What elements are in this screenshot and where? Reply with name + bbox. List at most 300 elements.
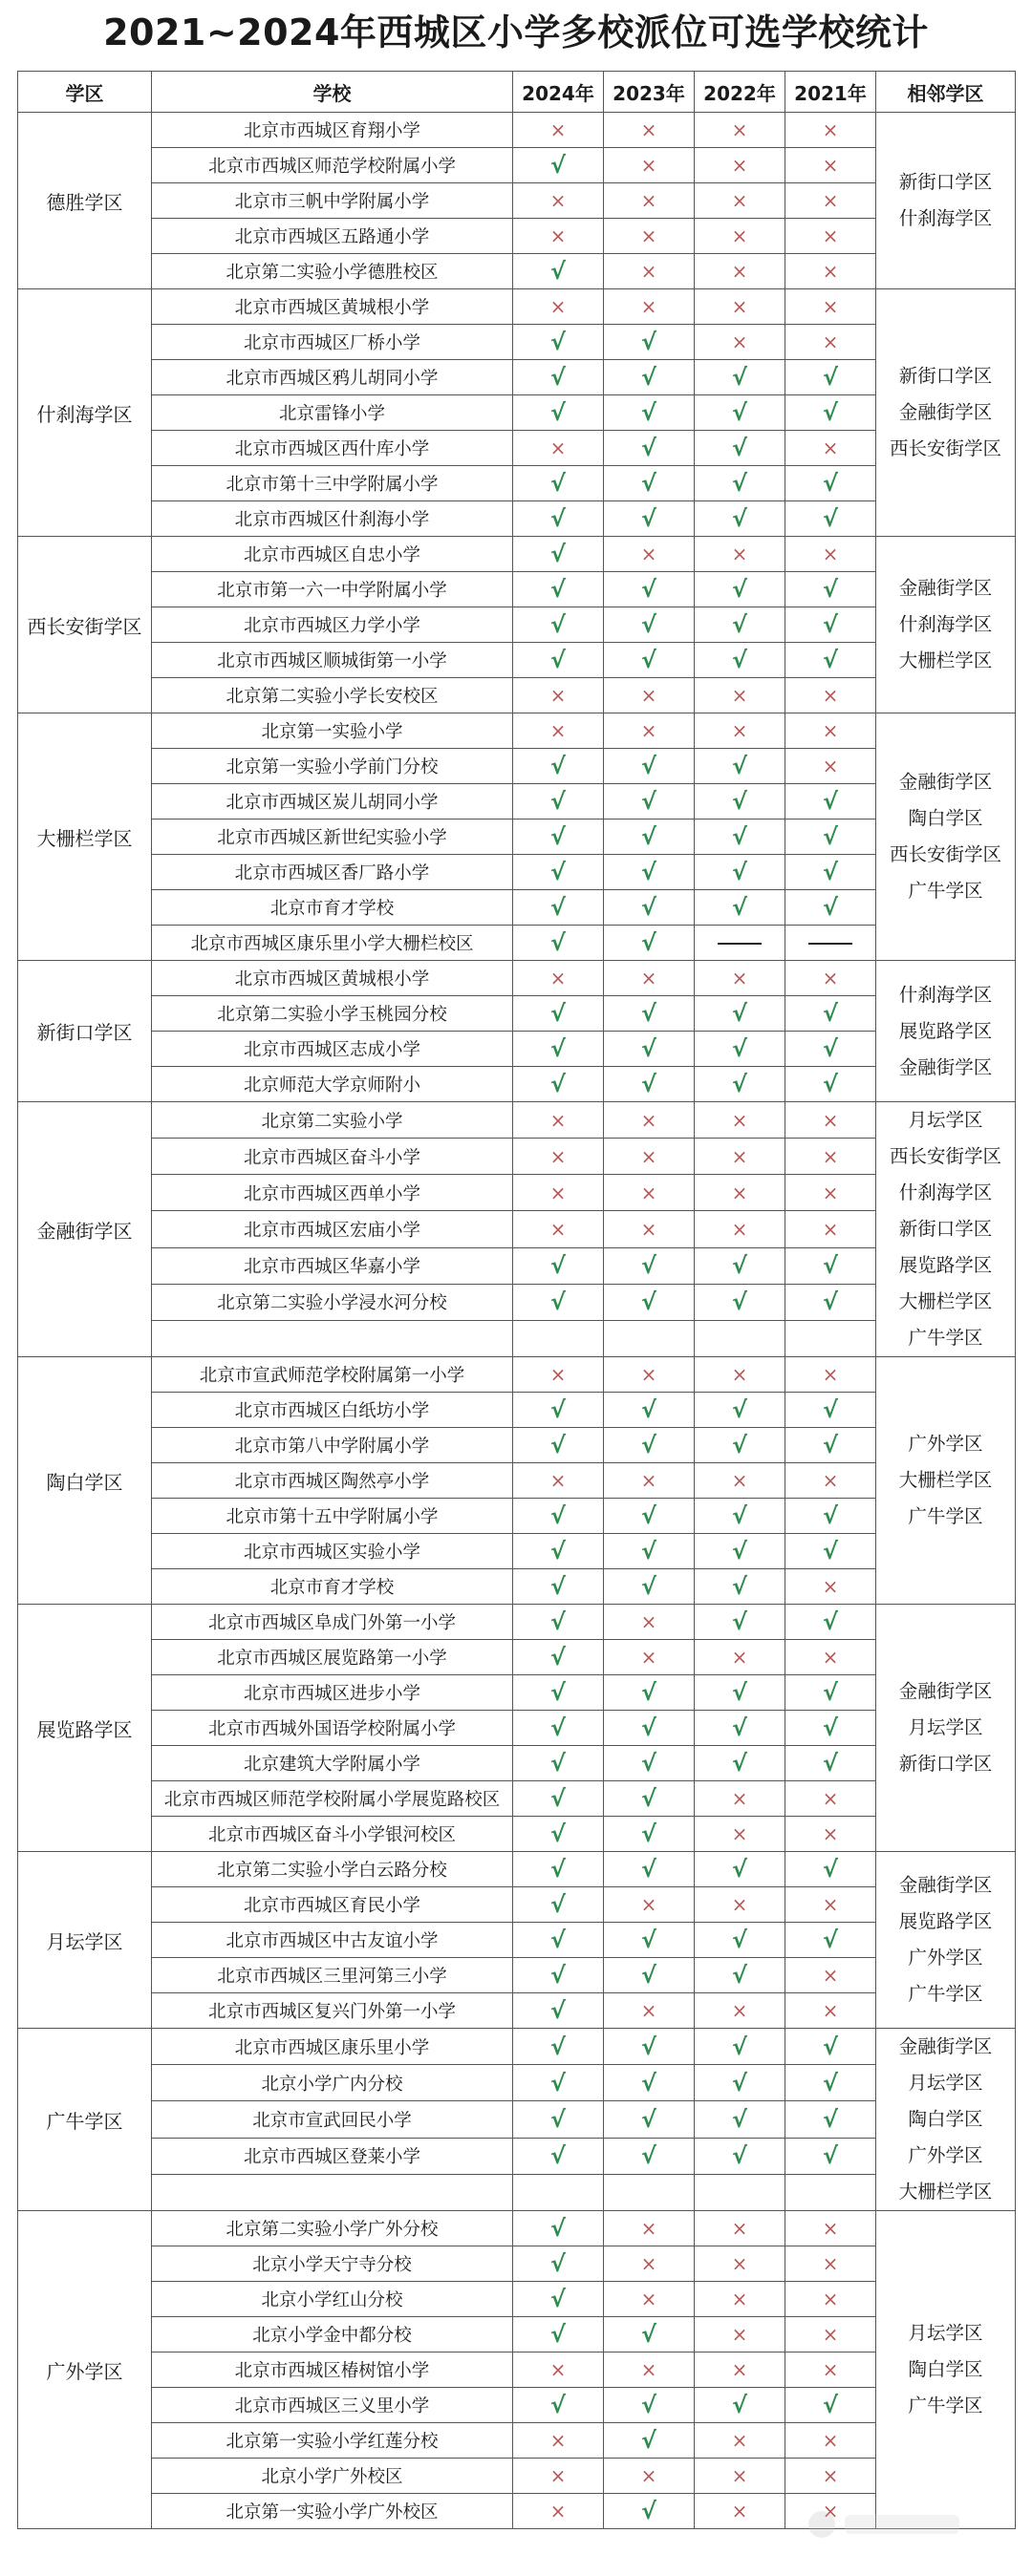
cross-icon: × [822, 330, 839, 353]
year-mark-cell [695, 466, 785, 501]
table-row [18, 1711, 1016, 1746]
school-name: 北京市西城区黄城根小学 [152, 961, 513, 996]
check-icon: √ [640, 329, 656, 355]
year-mark-cell [604, 183, 695, 219]
cross-icon: × [822, 2217, 839, 2240]
school-name: 北京市西城区炭儿胡同小学 [152, 784, 513, 820]
year-mark-cell [695, 1675, 785, 1711]
school-name: 北京市西城区华嘉小学 [152, 1247, 513, 1284]
year-mark-cell [695, 2423, 785, 2459]
year-mark-cell [604, 1852, 695, 1887]
year-mark-cell [695, 1887, 785, 1923]
table-row [18, 572, 1016, 607]
check-icon: √ [640, 1573, 656, 1600]
check-icon: √ [640, 1502, 656, 1529]
year-mark-cell [785, 325, 876, 360]
cross-icon: × [640, 189, 657, 212]
year-mark-cell [695, 1499, 785, 1534]
neighbor-districts-cell [876, 113, 1016, 289]
check-icon: √ [822, 1432, 838, 1458]
check-icon: √ [549, 2142, 566, 2170]
district-name: 什刹海学区 [18, 289, 152, 537]
check-icon: √ [731, 1035, 747, 1062]
school-name: 北京市西城区志成小学 [152, 1032, 513, 1067]
check-icon: √ [731, 1538, 747, 1565]
check-icon: √ [640, 2498, 656, 2524]
year-mark-cell [785, 431, 876, 466]
table-row [18, 1067, 1016, 1102]
school-name: 北京市西城区展览路第一小学 [152, 1640, 513, 1675]
year-mark-cell [513, 325, 604, 360]
school-name: 北京市西城区陶然亭小学 [152, 1463, 513, 1499]
year-mark-cell [695, 254, 785, 289]
year-mark-cell [513, 961, 604, 996]
check-icon: √ [549, 152, 566, 179]
neighbor-district: 陶白学区 [908, 807, 983, 829]
check-icon: √ [549, 823, 566, 850]
table-row [18, 148, 1016, 183]
cross-icon: × [640, 154, 657, 177]
year-mark-cell [513, 1605, 604, 1640]
cross-icon: × [822, 1575, 839, 1598]
check-icon: √ [731, 1502, 747, 1529]
year-mark-cell [513, 572, 604, 607]
year-mark-cell [695, 572, 785, 607]
year-mark-cell [695, 289, 785, 325]
check-icon: √ [640, 2321, 656, 2348]
cross-icon: × [731, 719, 748, 742]
check-icon: √ [822, 505, 838, 532]
year-mark-cell [513, 1067, 604, 1102]
table-row [18, 1357, 1016, 1393]
cross-icon: × [640, 1646, 657, 1669]
year-mark-cell [513, 537, 604, 572]
cross-icon: × [731, 1999, 748, 2022]
neighbor-district: 新街口学区 [898, 171, 993, 193]
year-mark-cell [695, 360, 785, 395]
neighbor-district: 金融街学区 [898, 771, 993, 793]
year-mark-cell [785, 855, 876, 890]
check-icon: √ [731, 2069, 747, 2097]
school-name: 北京市第十五中学附属小学 [152, 1499, 513, 1534]
cross-icon: × [731, 1646, 748, 1669]
cross-icon: × [640, 2288, 657, 2310]
cross-icon: × [822, 260, 839, 283]
school-name: 北京小学金中都分校 [152, 2317, 513, 2352]
check-icon: √ [549, 1785, 566, 1812]
school-name: 北京市西城区中古友谊小学 [152, 1923, 513, 1958]
check-icon: √ [549, 1750, 566, 1777]
check-icon: √ [549, 1679, 566, 1706]
year-mark-cell [785, 1923, 876, 1958]
year-mark-cell [695, 784, 785, 820]
year-mark-cell [785, 678, 876, 713]
neighbor-district: 新街口学区 [898, 365, 993, 387]
check-icon: √ [640, 1071, 656, 1097]
neighbor-district: 什刹海学区 [898, 207, 993, 229]
cross-icon: × [822, 1964, 839, 1987]
year-mark-cell [695, 2211, 785, 2246]
year-mark-cell [695, 1102, 785, 1139]
year-mark-cell [513, 1993, 604, 2029]
year-mark-cell [604, 219, 695, 254]
neighbor-district: 陶白学区 [908, 2358, 983, 2380]
year-mark-cell [695, 1923, 785, 1958]
year-mark-cell [604, 1428, 695, 1463]
year-mark-cell [695, 431, 785, 466]
cross-icon: × [549, 1108, 567, 1132]
check-icon: √ [731, 2142, 747, 2170]
table-row [18, 1393, 1016, 1428]
table-row [18, 2317, 1016, 2352]
year-mark-cell [785, 607, 876, 643]
year-mark-cell [513, 1247, 604, 1284]
cross-icon: × [640, 295, 657, 318]
school-name: 北京市西城区阜成门外第一小学 [152, 1605, 513, 1640]
check-icon: √ [640, 2142, 656, 2170]
year-mark-cell [695, 926, 785, 961]
neighbor-district: 新街口学区 [898, 1753, 993, 1775]
neighbor-list [876, 164, 1015, 237]
year-mark-cell [513, 360, 604, 395]
check-icon: √ [640, 399, 656, 426]
check-icon: √ [549, 505, 566, 532]
year-mark-cell [785, 1032, 876, 1067]
table-row [18, 1958, 1016, 1993]
year-mark-cell [785, 1675, 876, 1711]
cross-icon: × [731, 260, 748, 283]
year-mark-cell [695, 1032, 785, 1067]
school-name: 北京第二实验小学浸水河分校 [152, 1284, 513, 1320]
check-icon: √ [640, 1252, 656, 1280]
year-mark-cell [604, 749, 695, 784]
neighbor-list [876, 358, 1015, 467]
year-mark-cell [513, 1852, 604, 1887]
check-icon: √ [640, 364, 656, 391]
year-mark-cell [513, 926, 604, 961]
neighbor-district: 什刹海学区 [898, 613, 993, 635]
table-row [18, 2174, 1016, 2210]
neighbor-district: 月坛学区 [908, 2322, 983, 2344]
check-icon: √ [640, 859, 656, 885]
cross-icon: × [549, 118, 567, 141]
cross-icon: × [822, 295, 839, 318]
year-mark-cell [785, 1781, 876, 1817]
neighbor-district: 广牛学区 [908, 1505, 983, 1527]
check-icon: √ [640, 1820, 656, 1847]
year-mark-cell [604, 1247, 695, 1284]
cross-icon: × [822, 1787, 839, 1810]
school-name: 北京第一实验小学广外校区 [152, 2494, 513, 2529]
year-mark-cell [695, 1781, 785, 1817]
year-mark-cell [695, 1746, 785, 1781]
year-mark-cell [785, 1640, 876, 1675]
year-mark-cell [695, 1958, 785, 1993]
check-icon: √ [549, 1288, 566, 1316]
table-row [18, 466, 1016, 501]
year-mark-cell [513, 1428, 604, 1463]
check-icon: √ [640, 576, 656, 603]
table-row [18, 1675, 1016, 1711]
neighbor-districts-cell [876, 1357, 1016, 1605]
table-row [18, 1887, 1016, 1923]
neighbor-district: 金融街学区 [898, 1874, 993, 1896]
year-mark-cell [604, 1284, 695, 1320]
check-icon: √ [549, 1608, 566, 1635]
table-row [18, 1746, 1016, 1781]
check-icon: √ [822, 823, 838, 850]
header-school: 学校 [152, 72, 513, 113]
watermark-logo [803, 2496, 975, 2553]
dash-icon [718, 943, 762, 945]
table-row [18, 784, 1016, 820]
check-icon: √ [731, 1962, 747, 1989]
year-mark-cell [785, 1534, 876, 1569]
year-mark-cell [785, 1958, 876, 1993]
table-row [18, 1923, 1016, 1958]
year-mark-cell [695, 1175, 785, 1211]
school-name: 北京市西城区新世纪实验小学 [152, 820, 513, 855]
year-mark-cell [604, 1067, 695, 1102]
check-icon: √ [549, 1962, 566, 1989]
year-mark-cell [785, 643, 876, 678]
check-icon: √ [731, 1071, 747, 1097]
table-row [18, 749, 1016, 784]
district-name: 新街口学区 [18, 961, 152, 1102]
year-mark-cell [604, 643, 695, 678]
cross-icon: × [731, 1787, 748, 1810]
year-mark-cell [513, 2174, 604, 2210]
year-mark-cell [785, 1852, 876, 1887]
neighbor-district: 广外学区 [908, 1947, 983, 1969]
year-mark-cell [604, 961, 695, 996]
check-icon: √ [731, 1573, 747, 1600]
table-row [18, 2246, 1016, 2282]
check-icon: √ [549, 1891, 566, 1918]
school-name: 北京市第十三中学附属小学 [152, 466, 513, 501]
check-icon: √ [731, 435, 747, 461]
cross-icon: × [822, 543, 839, 565]
year-mark-cell [695, 2317, 785, 2352]
neighbor-list [876, 2029, 1015, 2210]
table-row [18, 961, 1016, 996]
table-row [18, 1817, 1016, 1852]
cross-icon: × [822, 1646, 839, 1669]
check-icon: √ [731, 2105, 747, 2133]
year-mark-cell [604, 1534, 695, 1569]
header-neighbors: 相邻学区 [876, 72, 1016, 113]
year-mark-cell [513, 2494, 604, 2529]
check-icon: √ [731, 1000, 747, 1027]
cross-icon: × [822, 118, 839, 141]
year-mark-cell [604, 607, 695, 643]
check-icon: √ [731, 1432, 747, 1458]
cross-icon: × [731, 2252, 748, 2275]
year-mark-cell [695, 749, 785, 784]
year-mark-cell [604, 1958, 695, 1993]
cross-icon: × [731, 118, 748, 141]
table-row [18, 1569, 1016, 1605]
year-mark-cell [785, 1067, 876, 1102]
year-mark-cell [513, 148, 604, 183]
school-name: 北京市西城区自忠小学 [152, 537, 513, 572]
check-icon: √ [549, 1573, 566, 1600]
neighbor-list [876, 1102, 1015, 1356]
neighbor-districts-cell [876, 1102, 1016, 1357]
year-mark-cell [604, 1569, 695, 1605]
year-mark-cell [513, 2101, 604, 2138]
check-icon: √ [822, 1288, 838, 1316]
table-row [18, 113, 1016, 148]
check-icon: √ [822, 1608, 838, 1635]
check-icon: √ [731, 576, 747, 603]
cross-icon: × [640, 967, 657, 990]
neighbor-district: 大栅栏学区 [898, 1290, 993, 1312]
check-icon: √ [822, 2069, 838, 2097]
check-icon: √ [549, 1035, 566, 1062]
school-name [152, 2174, 513, 2210]
cross-icon: × [822, 1144, 839, 1168]
school-name: 北京市西城区奋斗小学 [152, 1139, 513, 1175]
school-name: 北京市西城区师范学校附属小学 [152, 148, 513, 183]
cross-icon: × [731, 224, 748, 247]
check-icon: √ [640, 2033, 656, 2060]
year-mark-cell [785, 2246, 876, 2282]
check-icon: √ [549, 2033, 566, 2060]
neighbor-district: 西长安街学区 [889, 437, 1001, 459]
year-mark-cell [513, 643, 604, 678]
check-icon: √ [549, 1071, 566, 1097]
year-mark-cell [604, 1640, 695, 1675]
year-mark-cell [513, 183, 604, 219]
year-mark-cell [695, 2459, 785, 2494]
table-row [18, 678, 1016, 713]
year-mark-cell [695, 2065, 785, 2101]
school-name: 北京市西城区力学小学 [152, 607, 513, 643]
year-mark-cell [513, 855, 604, 890]
cross-icon: × [822, 2464, 839, 2487]
school-name: 北京第一实验小学前门分校 [152, 749, 513, 784]
year-mark-cell [785, 289, 876, 325]
check-icon: √ [731, 364, 747, 391]
check-icon: √ [640, 1785, 656, 1812]
year-mark-cell [513, 431, 604, 466]
school-name: 北京市西城区康乐里小学大栅栏校区 [152, 926, 513, 961]
check-icon: √ [640, 1679, 656, 1706]
year-mark-cell [604, 395, 695, 431]
table-row [18, 1605, 1016, 1640]
cross-icon: × [822, 436, 839, 459]
cross-icon: × [822, 154, 839, 177]
check-icon: √ [731, 859, 747, 885]
year-mark-cell [604, 2494, 695, 2529]
cross-icon: × [640, 1144, 657, 1168]
year-mark-cell [604, 1139, 695, 1175]
check-icon: √ [640, 753, 656, 779]
school-name: 北京市育才学校 [152, 1569, 513, 1605]
year-mark-cell [785, 2388, 876, 2423]
year-mark-cell [695, 2282, 785, 2317]
year-mark-cell [604, 820, 695, 855]
year-mark-cell [604, 254, 695, 289]
school-name: 北京市西城区黄城根小学 [152, 289, 513, 325]
check-icon: √ [731, 1396, 747, 1423]
table-row [18, 219, 1016, 254]
check-icon: √ [731, 2392, 747, 2418]
table-row [18, 360, 1016, 395]
year-mark-cell [785, 1102, 876, 1139]
check-icon: √ [822, 470, 838, 497]
year-mark-cell [604, 289, 695, 325]
year-mark-cell [513, 2211, 604, 2246]
year-mark-cell [695, 1067, 785, 1102]
neighbor-district: 月坛学区 [908, 2072, 983, 2094]
year-mark-cell [695, 1993, 785, 2029]
year-mark-cell [513, 1711, 604, 1746]
check-icon: √ [731, 505, 747, 532]
check-icon: √ [549, 1927, 566, 1953]
year-mark-cell [604, 2246, 695, 2282]
check-icon: √ [549, 1432, 566, 1458]
table-row [18, 1852, 1016, 1887]
year-mark-cell [785, 466, 876, 501]
check-icon: √ [822, 1071, 838, 1097]
neighbor-list [876, 764, 1015, 909]
school-name: 北京市第一六一中学附属小学 [152, 572, 513, 607]
year-mark-cell [695, 1817, 785, 1852]
year-mark-cell [785, 1284, 876, 1320]
cross-icon: × [731, 330, 748, 353]
year-mark-cell [604, 1781, 695, 1817]
check-icon: √ [549, 541, 566, 567]
table-row [18, 431, 1016, 466]
check-icon: √ [640, 435, 656, 461]
check-icon: √ [549, 364, 566, 391]
year-mark-cell [785, 1320, 876, 1356]
year-mark-cell [604, 1993, 695, 2029]
year-mark-cell [513, 1675, 604, 1711]
year-mark-cell [695, 607, 785, 643]
year-mark-cell [513, 1284, 604, 1320]
check-icon: √ [640, 1000, 656, 1027]
district-name: 德胜学区 [18, 113, 152, 289]
neighbor-district: 金融街学区 [898, 1680, 993, 1702]
year-mark-cell [604, 2459, 695, 2494]
year-mark-cell [513, 2282, 604, 2317]
year-mark-cell [604, 1357, 695, 1393]
check-icon: √ [640, 505, 656, 532]
check-icon: √ [640, 470, 656, 497]
neighbor-district: 金融街学区 [898, 577, 993, 599]
check-icon: √ [731, 1750, 747, 1777]
check-icon: √ [640, 823, 656, 850]
check-icon: √ [549, 576, 566, 603]
cross-icon: × [822, 1893, 839, 1916]
check-icon: √ [640, 1538, 656, 1565]
year-mark-cell [785, 395, 876, 431]
neighbor-district: 广牛学区 [908, 1983, 983, 2005]
cross-icon: × [731, 2429, 748, 2452]
year-mark-cell [513, 1923, 604, 1958]
check-icon: √ [640, 1962, 656, 1989]
check-icon: √ [549, 929, 566, 956]
check-icon: √ [549, 1644, 566, 1671]
cross-icon: × [549, 2464, 567, 2487]
school-name: 北京市西城区康乐里小学 [152, 2029, 513, 2065]
table-row [18, 1534, 1016, 1569]
neighbor-district: 金融街学区 [898, 401, 993, 423]
cross-icon: × [549, 1363, 567, 1386]
